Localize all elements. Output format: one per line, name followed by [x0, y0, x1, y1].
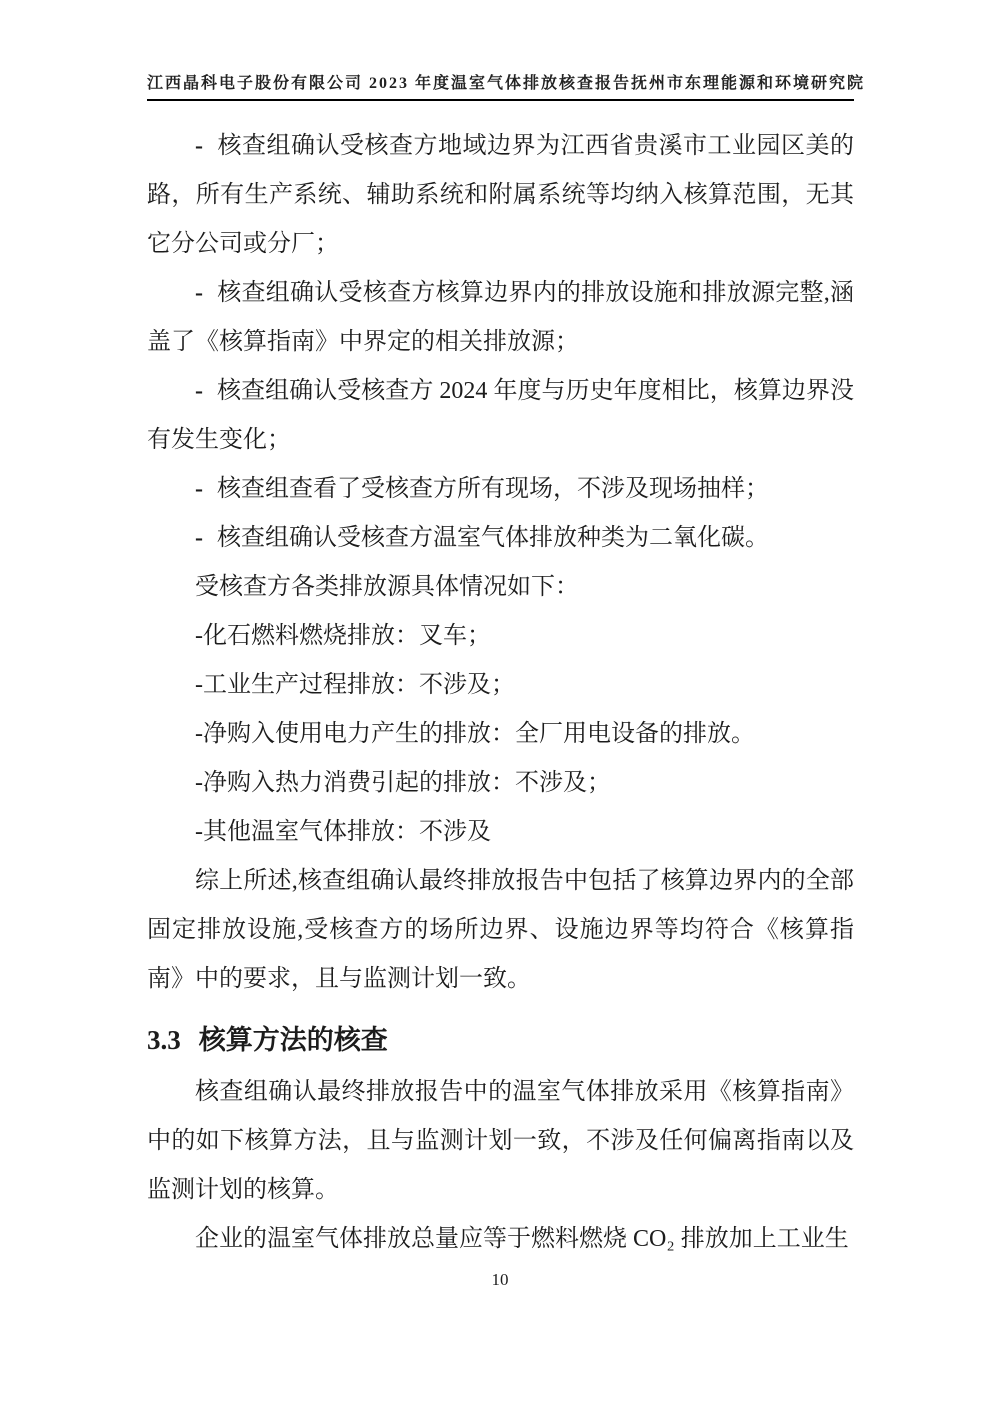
- bullet-dash-marker: -: [195, 133, 203, 159]
- bullet-item: [147, 269, 854, 367]
- header-left-title: 江西晶科电子股份有限公司 2023 年度温室气体排放核查报告: [147, 75, 632, 92]
- emission-source-item: -工业生产过程排放：不涉及；: [195, 672, 515, 698]
- bullet-text: 核查组确认受核查方地域边界为江西省贵溪市工业园区美的路，所有生产系统、辅助系统和附属系统等均纳入核算范围，无其它分公司或分厂；: [147, 133, 854, 257]
- header-right-org: 抚州市东理能源和环境研究院: [631, 75, 866, 92]
- section-number: 3.3: [147, 1025, 181, 1055]
- bullet-text: 核查组确认受核查方核算边界内的排放设施和排放源完整,涵盖了《核算指南》中界定的相关排放源；: [147, 280, 854, 355]
- bullet-dash-marker: -: [195, 525, 203, 551]
- summary-paragraph: 综上所述,核查组确认最终排放报告中包括了核算边界内的全部固定排放设施,受核查方的场所边界、设施边界等均符合《核算指南》中的要求，且与监测计划一致。: [147, 868, 854, 992]
- emission-source-item: -其他温室气体排放：不涉及: [195, 819, 491, 845]
- emission-source-item: -净购入使用电力产生的排放：全厂用电设备的排放。: [195, 721, 755, 747]
- bullet-item: [147, 367, 854, 465]
- bullet-text: 核查组确认受核查方 2024 年度与历史年度相比，核算边界没有发生变化；: [147, 378, 854, 453]
- bullet-text: 核查组查看了受核查方所有现场，不涉及现场抽样；: [217, 476, 769, 502]
- bullet-dash-marker: -: [195, 476, 203, 502]
- bullet-dash-marker: -: [195, 378, 203, 404]
- bullet-text: 核查组确认受核查方温室气体排放种类为二氧化碳。: [217, 525, 769, 551]
- emission-source-item: -净购入热力消费引起的排放：不涉及；: [195, 770, 611, 796]
- intro-paragraph: 受核查方各类排放源具体情况如下：: [195, 574, 579, 600]
- bullet-dash-marker: -: [195, 280, 203, 306]
- page-footer: [0, 1270, 1000, 1290]
- section-paragraph: 核查组确认最终排放报告中的温室气体排放采用《核算指南》中的如下核算方法，且与监测计划一致，不涉及任何偏离指南以及监测计划的核算。: [147, 1079, 854, 1203]
- page-header: [147, 70, 866, 101]
- page-number: 10: [491, 1270, 509, 1289]
- section-heading: [147, 1020, 854, 1060]
- bullet-item: [147, 514, 854, 563]
- section-paragraph: 企业的温室气体排放总量应等于燃料燃烧 CO₂ 排放加上工业生: [195, 1226, 849, 1252]
- bullet-item: [147, 465, 854, 514]
- bullet-item: [147, 122, 854, 269]
- emission-source-item: -化石燃料燃烧排放：叉车；: [195, 623, 491, 649]
- page-body: [147, 122, 854, 1264]
- section-title: 核算方法的核查: [198, 1025, 388, 1055]
